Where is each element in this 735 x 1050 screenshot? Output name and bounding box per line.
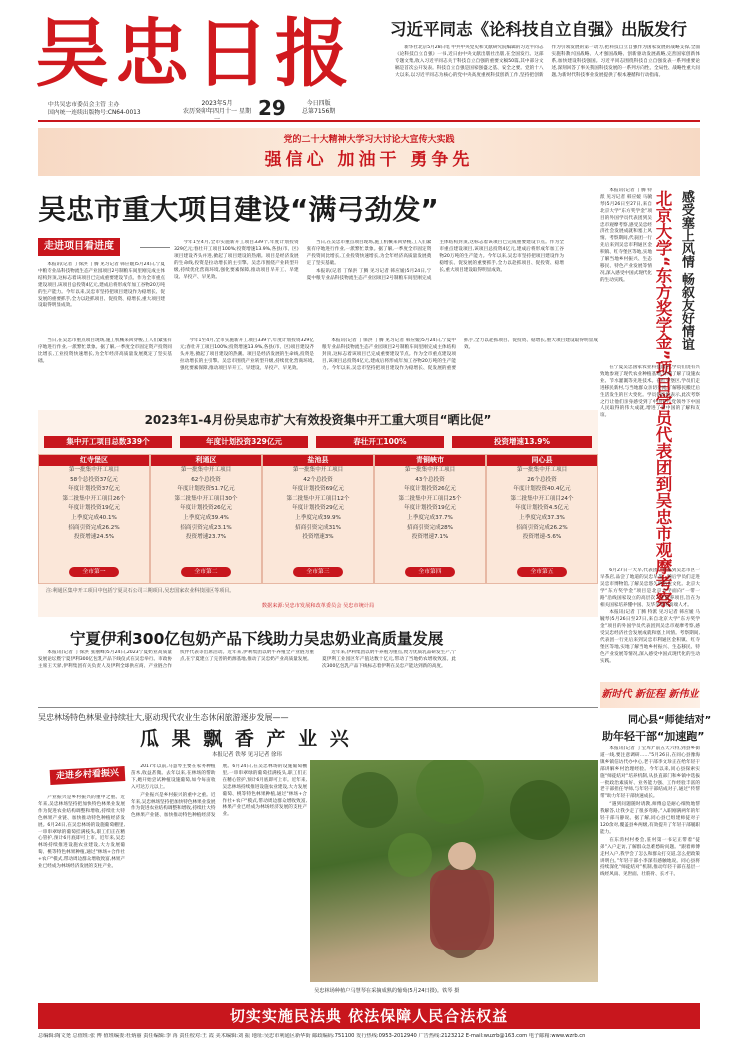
city-name: 同心县 [487, 455, 597, 466]
lead-text-6: 今年1至4月,全市实施新开工项目339个,年度计划投资329亿元;春壮开工项目100%;投资增速13.9%,各县(市、区)项目建设齐头并进,掀起了项目建设的热潮。项目是经济发展的生命线,投资是拉动增长的主引擎。吴忠市围绕产业转型升级,持续优化营商环境,强化要素保障,推动项目早开工、早建设、早投产、早见效。 [180, 338, 314, 371]
right-top-text-4: 本报讯(记者 丁腾 特派 见习记者 韩应媛 马毓琴)5月26日至27日,来自北京大学“东方奖学金”项目的外国学员代表团到吴忠市观摩考察,感受吴忠经济社会发展成就和塞上风情。考察期间,代表团一行先后来到吴忠市利通区金积镇、红寺堡区等地,实地了解当地乡村振兴、生态移民、特色产业发展等情况,深入感受中国式现代化的生动实践。 [600, 610, 700, 664]
city-line: 第一批集中开工项目 [68, 467, 120, 473]
city-line: 年度计划投资26亿元 [404, 486, 456, 493]
masthead-rule [38, 120, 700, 122]
section-divider [38, 707, 598, 708]
city-rank: 全市第二 [181, 567, 231, 577]
city-line: 年度计划投资4.5亿元 [515, 505, 569, 512]
city-line: 58个总投资37亿元 [70, 476, 118, 483]
lead-text-1: 本报讯(记者 丁保洪 丁腾 见习记者 韩应媛)5月24日,宁夏中粮专业品科技物流生态产业园项目2号制粮车间里刚完成主体结构封顶,这标志着该项目已完成重要建设节点。作为全市重点建设项目,该项目总投资4亿元,建成后将形成年加工谷物20万吨的生产能力。今年以来,吴忠市坚持把项目建设作为稳增长、促发展的重要抓手,全力以赴抓项目、促投资、稳增长,重大项目建设取得明显成效。 [38, 262, 165, 309]
lead-col-1 [38, 262, 165, 332]
masthead-day: 29 [258, 96, 286, 120]
city-line: 年度计划投资51.7亿元 [177, 486, 235, 493]
stat-growth: 投资增速13.9% [452, 436, 592, 448]
lead-continued [38, 338, 598, 406]
city-line: 42个总投资 [303, 476, 333, 483]
lead-tag: 走进项目看进度 [38, 238, 120, 256]
city-name: 红寺堡区 [39, 455, 149, 466]
right-bottom-text-2: “遇到问题随时请教,师傅总是耐心细致地帮我解答,让我少走了很多弯路。”入职刚满两年的年轻干部马静说。据了解,同心县已组建师徒对子120余对,覆盖县乡两级,有效提升了年轻干部履职能力。 [600, 802, 700, 835]
city-name: 盐池县 [263, 455, 373, 466]
right-top-text-3: 6月27日一大早,代表团一行来到吴忠市区一早茶店,品尝了地道的吴忠早茶。随后学员们走进吴忠市博物馆,了解吴忠悠久的历史文化。北京大学“东方奖学金”项目是北京大学面向“一带一路”沿线国家设立的高层次人才培养项目,旨在为相关国家培养懂中国、友华亲华的高端人才。 [600, 568, 700, 608]
city-line: 投资增速23.7% [185, 534, 227, 541]
city-line: 第一批集中开工项目 [516, 467, 568, 473]
city-line: 年度计划投资26亿元 [180, 505, 232, 512]
forest-tag: 走进乡村看振兴 [50, 766, 126, 785]
city-card-tongxin [486, 454, 598, 584]
city-line: 上季度完成40.1% [71, 514, 117, 521]
city-cards [38, 454, 598, 584]
masthead-name: 吴忠日报 [35, 11, 355, 97]
city-line: 招商引资完成31% [295, 524, 341, 531]
lead-text-3: 当日,在吴忠市重点项目现场,施工机械来回穿梭,工人们紧张有序地进行作业,一派繁忙景象。据了解,一季度全市固定资产投资同比增长,工业投资快速增长,为全年经济高质量发展奠定了坚实基础。 [306, 240, 432, 266]
right-top-text-1: 本报讯(记者 丁腾 特派 见习记者 韩应媛 马毓琴)5月26日至27日,来自北京大学“东方奖学金”项目的外国学员代表团到吴忠市观摩考察,感受吴忠经济社会发展成就和塞上风情。考察期间,代表团一行先后来到吴忠市利通区金积镇、红寺堡区等地,实地了解当地乡村振兴、生态移民、特色产业发展等情况,深入感受中国式现代化的生动实践。 [600, 188, 652, 283]
forest-title: 瓜 果 飘 香 产 业 兴 [140, 728, 352, 750]
vine-shapes [310, 760, 598, 982]
city-line: 投资增速24.5% [73, 534, 115, 541]
city-line: 投资增速3% [302, 534, 334, 541]
city-card-qingtongxia [374, 454, 486, 584]
city-line: 62个总投资 [191, 476, 221, 483]
bottom-banner [38, 1003, 700, 1029]
lead-text-5: 当日,在吴忠市重点项目现场,施工机械来回穿梭,工人们紧张有序地进行作业,一派繁忙景象。据了解,一季度全市固定资产投资同比增长,工业投资快速增长,为全年经济高质量发展奠定了坚实基础。 [38, 338, 172, 364]
city-card-hongsibao [38, 454, 150, 584]
infographic-source: 数据来源:吴忠市发展和改革委员会 吴忠市统计局 [261, 603, 375, 609]
infographic-note: 注:利通区集中开工项目中包括宁夏灵石公司三期项目,吴忠国家农业科技园区等项目。 [46, 588, 235, 594]
city-line: 招商引资完成28% [407, 524, 453, 531]
city-line: 年度计划投资19亿元 [68, 505, 120, 512]
city-line: 26个总投资 [527, 476, 557, 483]
top-article-title: 习近平同志《论科技自立自强》出版发行 [390, 20, 687, 39]
city-line: 第二批集中开工项目30个 [174, 495, 238, 502]
city-line: 第一批集中开工项目 [180, 467, 232, 473]
forest-col-1 [38, 795, 125, 998]
masthead-sponsor: 中共吴忠市委员会主管 主办 [48, 102, 120, 108]
masthead-logo [35, 6, 355, 106]
masthead-lunar: 农历癸卯年四月十一 星期 [183, 108, 251, 115]
city-card-yanchi [262, 454, 374, 584]
infographic-title: 2023年1-4月份吴忠市扩大有效投资集中开工重大项目“晒比促” [144, 413, 492, 427]
lead-text-4: 本报讯(记者 丁保洪 丁腾 见习记者 韩应媛)5月24日,宁夏中粮专业品科技物流生态产业园项目2号制粮车间里刚完成主体结构封顶,这标志着该项目已完成重要建设节点。作为全市重点建设项目,该项目总投资4亿元,建成后将形成年加工谷物20万吨的生产能力。今年以来,吴忠市坚持把项目建设作为稳增长、促发展的重要抓手,全力以赴抓项目、促投资、稳增长,重大项目建设取得明显成效。 [306, 240, 564, 281]
slogan-line1: 党的二十大精神大学习大讨论大宣传大实践 [283, 135, 455, 145]
city-line: 年度计划投资40.4亿元 [513, 486, 571, 493]
forest-col-2 [131, 764, 307, 998]
city-line: 年度计划投资29亿元 [292, 505, 344, 512]
top-article-body [395, 45, 700, 115]
footer-credits: 总编辑:陶文尧 总值班:张 博 值班编委:杜炳丽 责任编辑:李 苒 责任校对:王 霞 美术编辑:刘 振 地址:吴忠市利通区新华街 邮政编码:751100 发行热线:0953-2012940 广告热线:2123212 E-mail:wuzrb@163.com 电子邮箱:www.wzrb.cn [38, 1033, 586, 1039]
masthead-date: 2023年5月 [201, 100, 233, 107]
masthead-pages [302, 100, 335, 116]
right-top-col-3 [600, 568, 700, 678]
city-name: 青铜峡市 [375, 455, 485, 466]
city-line: 投资增速7.1% [411, 534, 449, 541]
right-top-col-2 [600, 365, 700, 565]
right-bottom-title: 同心县“师徒结对” [628, 715, 712, 726]
city-line: 招商引资完成23.1% [180, 524, 232, 531]
city-rank: 全市第五 [517, 567, 567, 577]
lead-cols [174, 240, 564, 335]
stat-investment: 年度计划投资329亿元 [180, 436, 308, 448]
lead-text-2: 今年1至4月,全市实施新开工项目339个,年度计划投资329亿元;春壮开工项目100%;投资增速13.9%,各县(市、区)项目建设齐头并进,掀起了项目建设的热潮。项目是经济发展的生命线,投资是拉动增长的主引擎。吴忠市围绕产业转型升级,持续优化营商环境,强化要素保障,推动项目早开工、早建设、早投产、早见效。 [174, 240, 299, 280]
city-line: 第二批集中开工项目25个 [398, 495, 462, 502]
city-line: 上季度完成37.3% [519, 514, 565, 521]
city-card-litong [150, 454, 262, 584]
city-rank: 全市第四 [405, 567, 455, 577]
city-line: 投资增速-5.6% [522, 534, 562, 541]
right-vsub: 感受塞上风情 畅叙友好情谊 [678, 190, 694, 351]
yili-text-2: 近年来,伊利集团以奶牛养殖为重点,致力优质乳品研发生产,宁夏伊利工业园区年产值达数十亿元,带动了当地奶农增收致富。此次300亿包乳产品下线标志着伊利在吴忠产能达到新的高度。 [322, 650, 456, 669]
yili-text-1: 本报讯(记者 丁保洪 张丽峰)5月24日,2023宁夏奶业高质量发展论坛暨宁夏伊利300亿包乳产品下线仪式在吴忠举行。市政协主席王天驿,伊利集团有关负责人及伊利全球供应商、产业链合作伙伴代表等出席活动。近年来,伊利集团以奶牛养殖全产业链为重点,在宁夏建立了完善的奶源基地,推动了吴忠奶产业高质量发展。 [38, 650, 314, 669]
right-bottom-text-1: 本报讯(记者 丁宝库)“前五天六特,到县乡街道一线,要注意调研……”5月26日,在同心县豫海镇乡镇信访代办中心,老干部李文珍正在给年轻干部讲解乡村治理经验。今年以来,同心县探索实施“师徒结对”培养机制,从县直部门和乡镇中选拔一批政治素质好、业务能力强、工作经验丰富的老干部担任导师,与年轻干部结成对子,通过“传帮带”助力年轻干部快速成长。 [600, 746, 700, 800]
stat-spring: 春壮开工100% [316, 436, 444, 448]
masthead-info [48, 101, 288, 117]
city-line: 年度计划投资37亿元 [68, 486, 120, 493]
city-line: 第一批集中开工项目 [292, 467, 344, 473]
city-line: 年度计划投资19亿元 [404, 505, 456, 512]
city-line: 第一批集中开工项目 [404, 467, 456, 473]
city-line: 年度计划投资69亿元 [292, 486, 344, 493]
right-bottom-subtitle: 助年轻干部“加速跑” [602, 730, 705, 743]
right-banner [600, 682, 700, 708]
forest-text-1: 产业振兴是乡村振兴的重中之重。近年来,吴忠林场坚持把加快特色林果业发展作为促进农业结构调整和增收,持续壮大特色林果产业链、加快推动特色种植经济发展。6月24日,在吴忠林场的设施葡萄棚里,一串串翠绿的葡萄挂满枝头,职工们正在精心管护,预计6月底即可上市。近年来,吴忠林场持续推进设施农业建设,大力发展葡萄、桃等特色林果种植,通过"林场+合作社+农户"模式,带动周边群众增收致富,林果产业已经成为林场经济发展的支柱产业。 [38, 795, 125, 870]
right-vtitle: 北京大学“东方奖学金”项目学员代表团到吴忠市观摩考察 [653, 190, 672, 608]
city-line: 招商引资完成26.2% [68, 524, 120, 531]
bottom-banner-text: 切实实施民法典 依法保障人民合法权益 [229, 1007, 509, 1025]
city-rank: 全市第一 [69, 567, 119, 577]
forest-photo-caption: 吴忠林场种植户马慧琴在采摘成熟的葡萄(5月24日摄)。铁琴 摄 [314, 988, 460, 995]
masthead-issue: 总第7156期 [302, 108, 336, 115]
slogan-line2: 强信心 加油干 勇争先 [264, 150, 474, 170]
masthead-pages-label: 今日四版 [306, 100, 331, 107]
city-line: 上季度完成39.4% [183, 514, 229, 521]
city-line: 第二批集中开工项目24个 [510, 495, 574, 502]
infographic-stats [44, 436, 592, 450]
city-line: 43个总投资 [415, 476, 445, 483]
yili-title: 宁夏伊利300亿包奶产品下线助力吴忠奶业高质量发展 [70, 630, 444, 648]
lead-tag-rule [140, 247, 170, 248]
city-line: 第二批集中开工项目26个 [62, 495, 126, 502]
forest-text-2: 2017年以前,马慧琴主要在家务种植苗木,收益甚微。去年以来,在林场的帮助下,她开始尝试种植设施葡萄,如今每亩收入可达万元以上。 [131, 764, 216, 790]
right-bottom-body [600, 746, 700, 998]
city-rank: 全市第三 [293, 567, 343, 577]
city-name: 利通区 [151, 455, 261, 466]
investment-infographic [38, 410, 598, 617]
right-banner-text: 新时代 新征程 新伟业 [601, 689, 699, 700]
right-top-col-1 [600, 188, 652, 363]
slogan-banner [38, 128, 700, 176]
lead-title: 吴忠市重大项目建设“满弓劲发” [38, 193, 439, 226]
city-line: 第二批集中开工项目12个 [286, 495, 350, 502]
stat-projects: 集中开工项目总数339个 [44, 436, 172, 448]
forest-text-3: 产业振兴是乡村振兴的重中之重。近年来,吴忠林场坚持把加快特色林果业发展作为促进农业结构调整和增收,持续壮大特色林果产业链、加快推动特色种植经济发展。6月24日,在吴忠林场的设施葡萄棚里,一串串翠绿的葡萄挂满枝头,职工们正在精心管护,预计6月底即可上市。近年来,吴忠林场持续推进设施农业建设,大力发展葡萄、桃等特色林果种植,通过"林场+合作社+农户"模式,带动周边群众增收致富,林果产业已经成为林场经济发展的支柱产业。 [131, 764, 307, 819]
city-line: 上季度完成37.7% [407, 514, 453, 521]
forest-kicker: 吴忠林场特色林果业持续壮大,驱动现代农业生态休闲旅游逐步发展—— [38, 713, 289, 722]
forest-photo [310, 760, 598, 995]
masthead-code: 国内统一连续出版物号:CN64-0013 [48, 110, 141, 116]
top-article-text: 新华社北京5月28日电 中共中央党史和文献研究院编辑的习近平同志《论科技自立自强》一书,近日由中央文献出版社出版,在全国发行。这部专题文集,收入习近平同志关于科技自立自强的重要文稿50篇,其中部分文稿是首次公开发表。科技自立自强是国家强盛之基、安全之要。党的十八大以来,以习近平同志为核心的党中央高度重视科技创新工作,坚持把创新作为引领发展的第一动力,把科技自立自强作为国家发展的战略支撑,全面实施科教兴国战略、人才强国战略、创新驱动发展战略,完善国家创新体系,加快建设科技强国。习近平同志围绕科技自立自强发表一系列重要论述,深刻回答了事关我国科技发展的一系列方向性、全局性、战略性重大问题,为新时代科技事业发展提供了根本遵循和行动指南。 [395, 45, 700, 78]
forest-byline: 本报记者 铁琴 见习记者 徐玮 [212, 752, 282, 758]
right-top-text-2: 在宁夏吴忠国家农业科技园区,学员们饶有兴致地参观了现代农业种植基地,详细了解了设施农业、节水灌溉等先进技术。在红寺堡区,学员们走进移民新村,与当地群众亲切交流,了解移民搬迁后生活发生的巨大变化。学员们纷纷表示,此次考察之行让他们亲身感受到了中国共产党领导下中国人民取得的伟大成就,增进了对中国的了解和友谊。 [600, 365, 700, 419]
lead-text-7: 本报讯(记者 丁保洪 丁腾 见习记者 韩应媛)5月24日,宁夏中粮专业品科技物流生态产业园项目2号制粮车间里刚完成主体结构封顶,这标志着该项目已完成重要建设节点。作为全市重点建设项目,该项目总投资4亿元,建成后将形成年加工谷物20万吨的生产能力。今年以来,吴忠市坚持把项目建设作为稳增长、促发展的重要抓手,全力以赴抓项目、促投资、稳增长,重大项目建设取得明显成效。 [322, 338, 598, 371]
right-bottom-text-3: 在东湾村村委会,驻村第一书记正带着“徒弟”入户走访,了解群众急难愁盼问题。“跟着师傅走村入户,我学会了怎么和群众打交道,怎么把政策讲明白。”年轻干部小李深有感触地说。同心县将持续深化“师徒结对”机制,推动年轻干部在基层一线经风雨、见世面、壮筋骨、长才干。 [600, 837, 700, 878]
city-line: 上季度完成39.9% [295, 514, 341, 521]
city-line: 招商引资完成26.2% [516, 524, 568, 531]
yili-body [38, 650, 598, 704]
